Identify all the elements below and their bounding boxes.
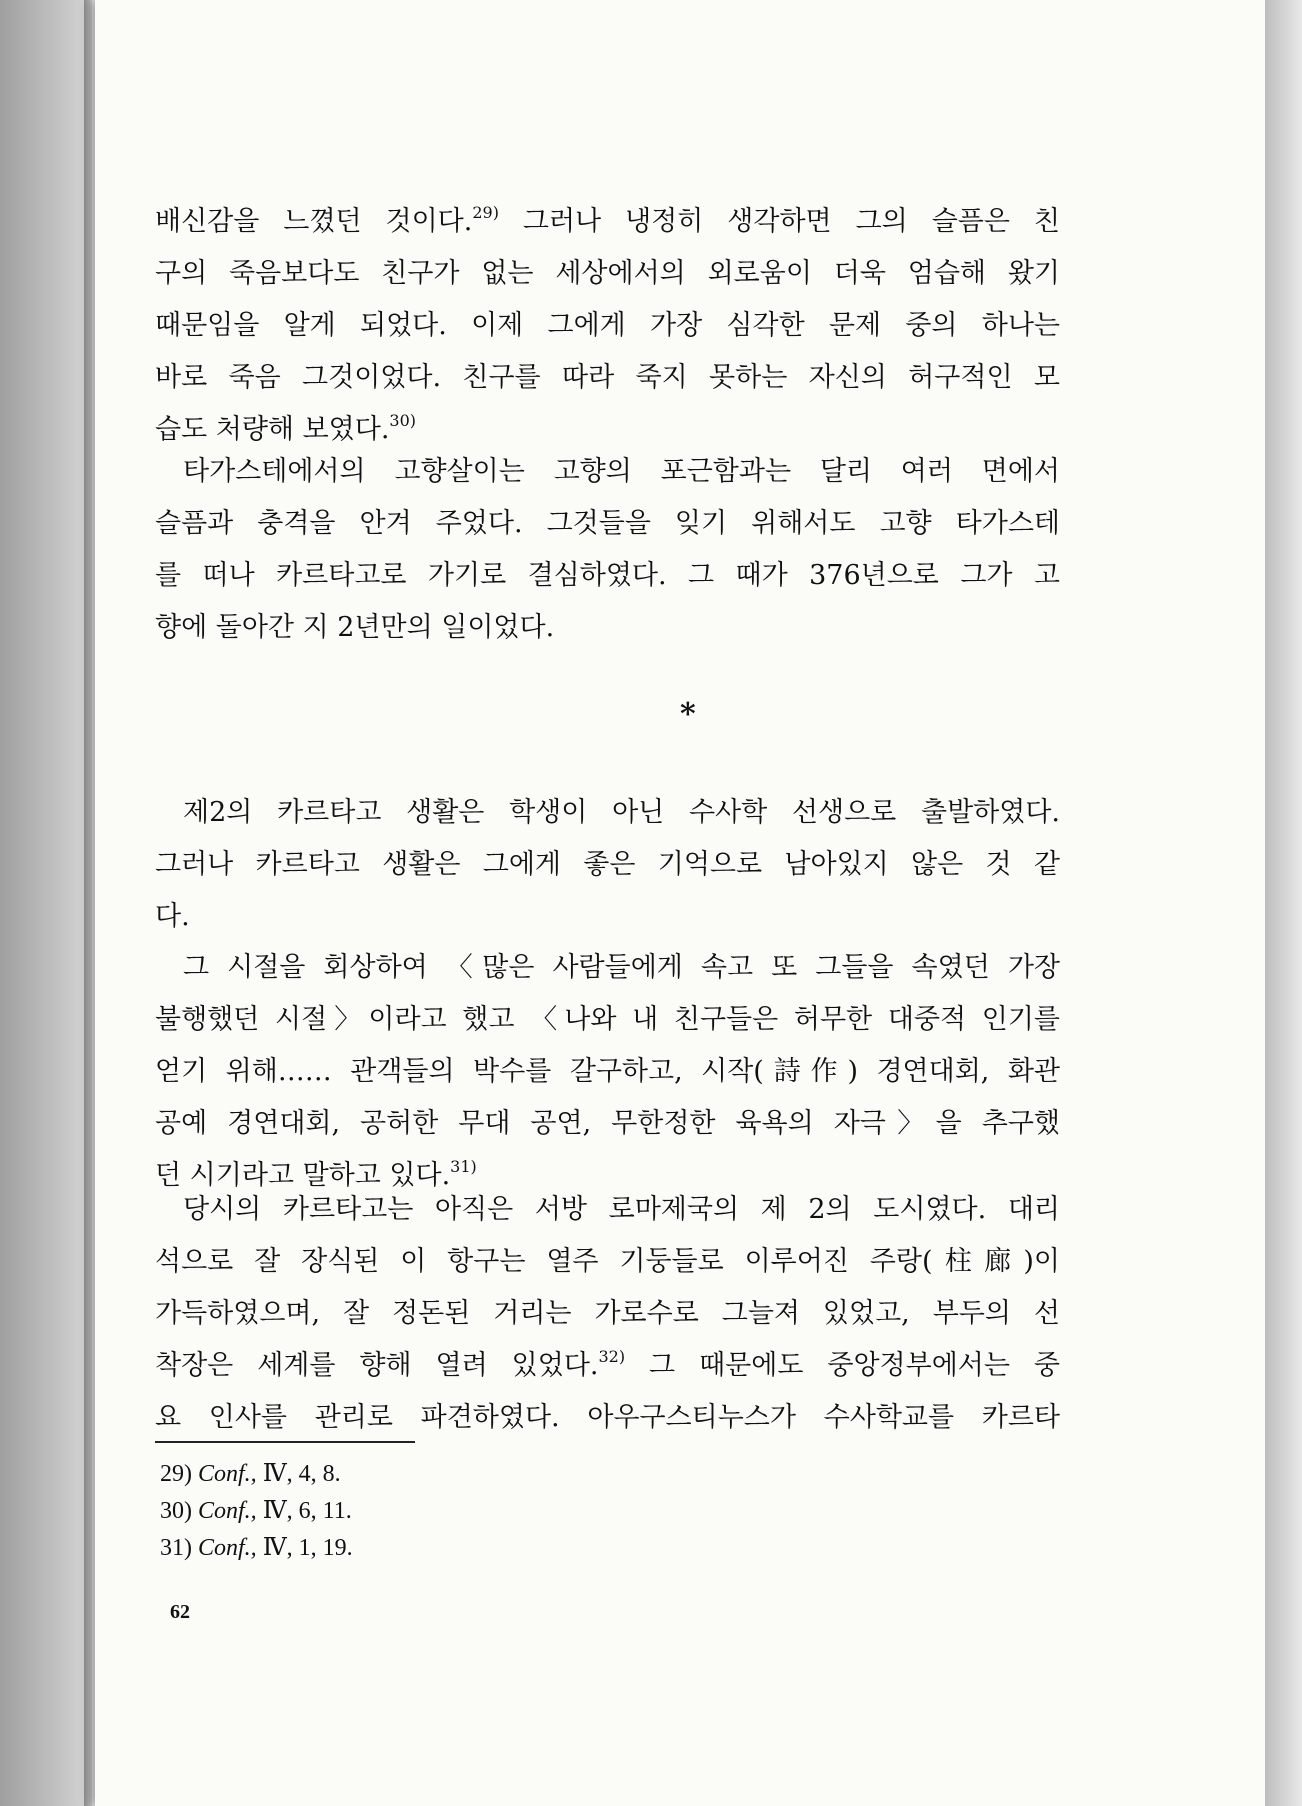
footnote-marker[interactable]: 29)	[472, 203, 499, 222]
footnote-number: 29)	[160, 1461, 192, 1487]
text-line: 그러나 카르타고 생활은 그에게 좋은 기억으로 남아있지 않은 것 같	[155, 849, 1060, 880]
text-line: 가득하였으며, 잘 정돈된 거리는 가로수로 그늘져 있었고, 부두의 선	[155, 1298, 1060, 1329]
footnote-item	[160, 1456, 353, 1493]
text-line: 제2의 카르타고 생활은 학생이 아닌 수사학 선생으로 출발하였다.	[183, 797, 1060, 828]
text-line: 다.	[155, 901, 190, 932]
footnote-item	[160, 1493, 353, 1530]
page-number: 62	[170, 1601, 190, 1623]
text-segment: 그러나 냉정히 생각하면 그의 슬픔은 친	[498, 206, 1060, 237]
footnote-reference: Ⅳ, 4, 8.	[262, 1461, 341, 1487]
text-line: 공예 경연대회, 공허한 무대 공연, 무한정한 육욕의 자극〉을 추구했	[155, 1108, 1060, 1139]
footnote-source-title: Conf.,	[198, 1498, 257, 1524]
paragraph	[155, 787, 1060, 943]
paragraph	[155, 942, 1060, 1202]
paragraph-continuation	[155, 196, 1060, 456]
text-line	[155, 196, 1060, 248]
page-edge	[84, 0, 92, 1806]
footnotes	[160, 1456, 353, 1567]
text-segment: 던 시기라고 말하고 있다.	[155, 1160, 451, 1191]
text-segment: 배신감을 느꼈던 것이다.	[155, 206, 473, 237]
text-line: 를 떠나 카르타고로 가기로 결심하였다. 그 때가 376년으로 그가 고	[155, 560, 1060, 591]
text-line: 얻기 위해…… 관객들의 박수를 갈구하고, 시작(詩作) 경연대회, 화관	[155, 1056, 1060, 1087]
text-segment: 습도 처량해 보였다.	[155, 414, 390, 445]
footnote-marker[interactable]: 32)	[598, 1347, 626, 1366]
text-line	[155, 1340, 1060, 1392]
text-line: 석으로 잘 장식된 이 항구는 열주 기둥들로 이루어진 주랑(柱廊)이	[155, 1246, 1060, 1277]
text-segment: 착장은 세계를 향해 열려 있었다.	[155, 1350, 599, 1381]
footnote-item	[160, 1530, 353, 1567]
text-line: 그 시절을 회상하여 〈많은 사람들에게 속고 또 그들을 속였던 가장	[183, 952, 1060, 983]
text-line: 슬픔과 충격을 안겨 주었다. 그것들을 잊기 위해서도 고향 타가스테	[155, 508, 1060, 539]
footnote-number: 31)	[160, 1535, 192, 1561]
footnote-divider	[155, 1441, 415, 1443]
text-line: 향에 돌아간 지 2년만의 일이었다.	[155, 612, 555, 643]
text-line: 타가스테에서의 고향살이는 고향의 포근함과는 달리 여러 면에서	[183, 456, 1060, 487]
text-line: 구의 죽음보다도 친구가 없는 세상에서의 외로움이 더욱 엄습해 왔기	[155, 258, 1060, 289]
text-segment: 그 때문에도 중앙정부에서는 중	[625, 1350, 1060, 1381]
text-line: 때문임을 알게 되었다. 이제 그에게 가장 심각한 문제 중의 하나는	[155, 310, 1060, 341]
text-line: 불행했던 시절〉이라고 했고 〈나와 내 친구들은 허무한 대중적 인기를	[155, 1004, 1060, 1035]
text-line: 당시의 카르타고는 아직은 서방 로마제국의 제 2의 도시였다. 대리	[183, 1194, 1060, 1225]
text-line: 요 인사를 관리로 파견하였다. 아우구스티누스가 수사학교를 카르타	[155, 1402, 1060, 1433]
footnote-source-title: Conf.,	[198, 1535, 257, 1561]
text-line: 바로 죽음 그것이었다. 친구를 따라 죽지 못하는 자신의 허구적인 모	[155, 362, 1060, 393]
footnote-source-title: Conf.,	[198, 1461, 257, 1487]
paragraph	[155, 446, 1060, 654]
footnote-marker[interactable]: 31)	[450, 1157, 477, 1176]
paragraph	[155, 1184, 1060, 1444]
footnote-marker[interactable]: 30)	[389, 411, 417, 430]
footnote-number: 30)	[160, 1498, 192, 1524]
page-right-margin-shadow	[1265, 0, 1302, 1806]
section-separator: *	[680, 697, 696, 732]
footnote-reference: Ⅳ, 6, 11.	[262, 1498, 352, 1524]
footnote-reference: Ⅳ, 1, 19.	[262, 1535, 353, 1561]
